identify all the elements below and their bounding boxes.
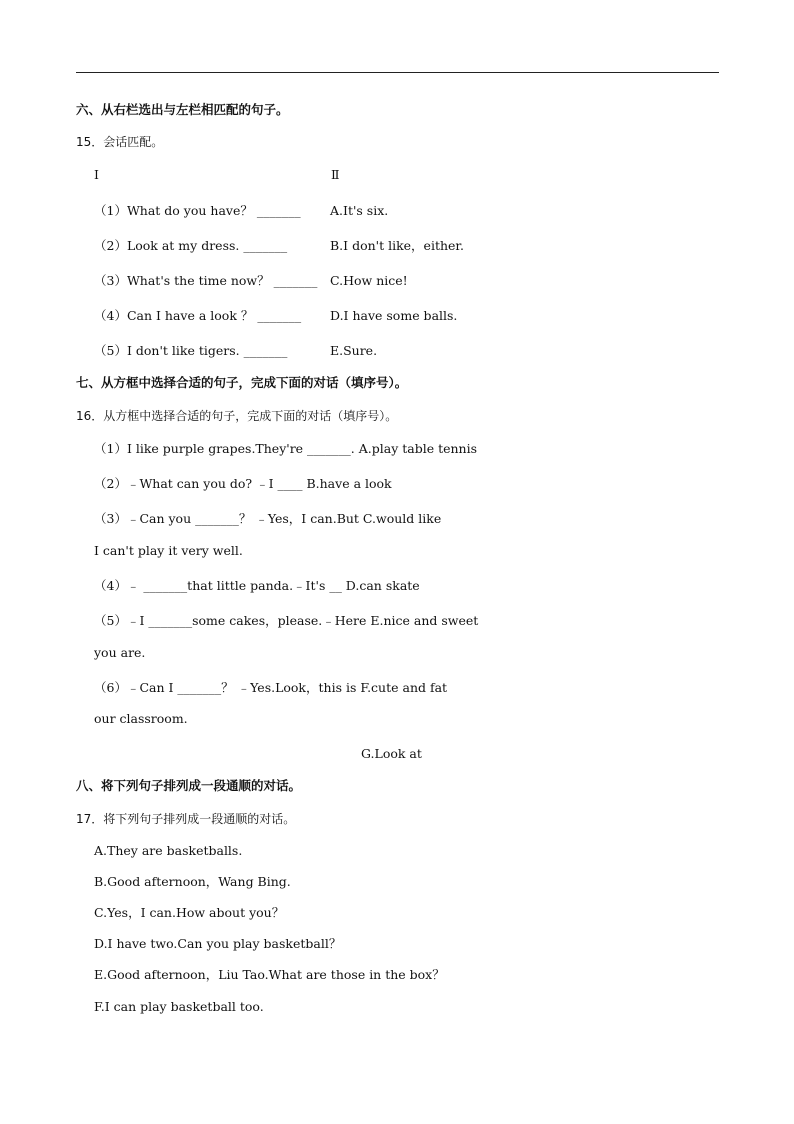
- dialogue-line-1: （1）I like purple grapes.They're _______. A.play table tennis: [94, 441, 478, 456]
- dialogue-line-6-cont: our classroom.: [94, 711, 188, 726]
- dialogue-line-3: （3）﹣Can you _______？ ﹣Yes，I can.But C.would like: [94, 511, 442, 526]
- sentence-d: D.I have two.Can you play basketball？: [94, 936, 342, 951]
- question-15-stem: 15．会话匹配。: [76, 135, 164, 149]
- match-left-4: （4）Can I have a look ？ _______: [94, 308, 302, 323]
- dialogue-line-5-cont: you are.: [94, 645, 146, 660]
- match-right-b: B.I don't like，either.: [330, 238, 464, 253]
- match-right-a: A.It's six.: [330, 203, 389, 218]
- match-left-3: （3）What's the time now？ _______: [94, 273, 318, 288]
- section-8-heading: 八、将下列句子排列成一段通顺的对话。: [76, 778, 302, 793]
- dialogue-line-4: （4）﹣ _______that little panda.﹣It's __ D.can skate: [94, 578, 420, 593]
- match-left-2: （2）Look at my dress. _______: [94, 238, 288, 253]
- sentence-b: B.Good afternoon，Wang Bing.: [94, 874, 291, 889]
- sentence-c: C.Yes，I can.How about you？: [94, 905, 285, 920]
- question-16-stem: 16．从方框中选择合适的句子，完成下面的对话（填序号）。: [76, 409, 398, 423]
- sentence-f: F.I can play basketball too.: [94, 999, 264, 1014]
- section-6-heading: 六、从右栏选出与左栏相匹配的句子。: [76, 102, 289, 117]
- match-right-d: D.I have some balls.: [330, 308, 458, 323]
- column-1-header: I: [94, 167, 99, 182]
- header-rule: [76, 72, 719, 73]
- sentence-e: E.Good afternoon，Liu Tao.What are those in the box？: [94, 967, 445, 982]
- option-g: G.Look at: [361, 746, 422, 761]
- section-7-heading: 七、从方框中选择合适的句子，完成下面的对话（填序号）。: [76, 375, 408, 390]
- dialogue-line-5: （5）﹣I _______some cakes，please.﹣Here E.nice and sweet: [94, 613, 479, 628]
- sentence-a: A.They are basketballs.: [94, 843, 243, 858]
- dialogue-line-3-cont: I can't play it very well.: [94, 543, 243, 558]
- question-17-stem: 17．将下列句子排列成一段通顺的对话。: [76, 812, 296, 826]
- dialogue-line-2: （2）﹣What can you do? ﹣I ____ B.have a look: [94, 476, 392, 491]
- column-2-header: Ⅱ: [331, 167, 340, 182]
- match-right-c: C.How nice!: [330, 273, 408, 288]
- match-right-e: E.Sure.: [330, 343, 378, 358]
- dialogue-line-6: （6）﹣Can I _______？ ﹣Yes.Look，this is F.cute and fat: [94, 680, 448, 695]
- match-left-1: （1）What do you have？ _______: [94, 203, 301, 218]
- match-left-5: （5）I don't like tigers. _______: [94, 343, 288, 358]
